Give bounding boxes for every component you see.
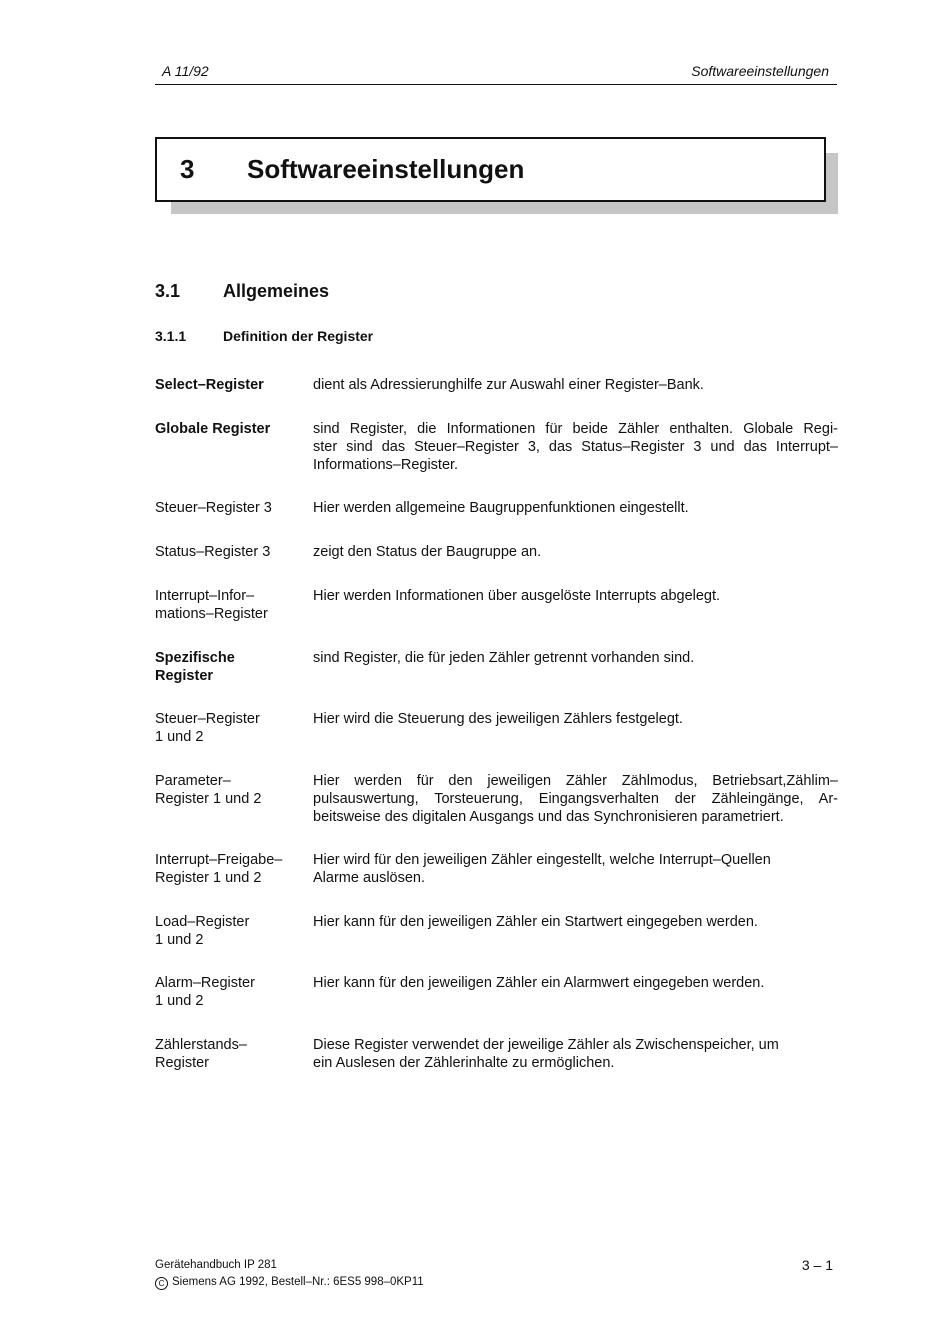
term-line: Status–Register 3 bbox=[155, 544, 271, 560]
desc-line: Diese Register verwendet der jeweilige Zähler als Zwischenspeicher, um bbox=[313, 1037, 779, 1053]
desc-parameter-register bbox=[313, 772, 838, 826]
desc-line: ster sind das Steuer–Register 3, das Status–Register 3 und das Interrupt– bbox=[313, 439, 838, 455]
desc-line: ein Auslesen der Zählerinhalte zu ermöglichen. bbox=[313, 1055, 615, 1071]
desc-line: beitsweise des digitalen Ausgangs und das Synchronisieren parametriert. bbox=[313, 809, 784, 825]
section-number: 3.1 bbox=[155, 281, 181, 301]
desc-line: Hier werden allgemeine Baugruppenfunktionen eingestellt. bbox=[313, 500, 689, 516]
copyright-icon: C bbox=[155, 1277, 168, 1290]
desc-interrupt-informations-register bbox=[313, 587, 838, 605]
term-line: Register bbox=[155, 668, 214, 684]
term-interrupt-informations-register bbox=[155, 587, 311, 623]
desc-globale-register bbox=[313, 420, 838, 474]
term-line: Register 1 und 2 bbox=[155, 870, 262, 886]
desc-select-register bbox=[313, 376, 838, 394]
desc-zaehlerstands-register bbox=[313, 1036, 838, 1072]
header-chapter-title: Softwareeinstellungen bbox=[691, 63, 829, 79]
term-line: Steuer–Register bbox=[155, 711, 260, 727]
term-line: Register 1 und 2 bbox=[155, 791, 262, 807]
desc-line: sind Register, die für jeden Zähler getrennt vorhanden sind. bbox=[313, 650, 695, 666]
desc-line: dient als Adressierunghilfe zur Auswahl einer Register–Bank. bbox=[313, 377, 704, 393]
desc-line: Informations–Register. bbox=[313, 457, 459, 473]
desc-steuer-register-1-2 bbox=[313, 710, 838, 728]
term-line: Spezifische bbox=[155, 650, 235, 666]
desc-line: Hier kann für den jeweiligen Zähler ein Alarmwert eingegeben werden. bbox=[313, 975, 765, 991]
term-line: Parameter– bbox=[155, 773, 231, 789]
header-edition: A 11/92 bbox=[162, 63, 209, 79]
term-interrupt-freigabe-register bbox=[155, 851, 315, 887]
term-line: 1 und 2 bbox=[155, 932, 204, 948]
term-line: 1 und 2 bbox=[155, 729, 204, 745]
term-alarm-register bbox=[155, 974, 311, 1010]
desc-status-register-3 bbox=[313, 543, 838, 561]
desc-line: Hier wird für den jeweiligen Zähler eingestellt, welche Interrupt–Quellen bbox=[313, 852, 771, 868]
chapter-heading-box bbox=[155, 137, 826, 202]
footer-copyright bbox=[155, 1274, 424, 1291]
desc-line: Hier kann für den jeweiligen Zähler ein Startwert eingegeben werden. bbox=[313, 914, 758, 930]
term-line: Select–Register bbox=[155, 377, 264, 393]
term-line: Zählerstands– bbox=[155, 1037, 247, 1053]
section-title: Allgemeines bbox=[223, 281, 330, 301]
footer-manual-title: Gerätehandbuch IP 281 bbox=[155, 1259, 277, 1271]
desc-load-register bbox=[313, 913, 838, 931]
page-number: 3 – 1 bbox=[801, 1257, 833, 1273]
term-load-register bbox=[155, 913, 311, 949]
term-steuer-register-3 bbox=[155, 499, 311, 517]
desc-line: Hier wird die Steuerung des jeweiligen Zählers festgelegt. bbox=[313, 711, 683, 727]
term-globale-register bbox=[155, 420, 311, 438]
footer-publication bbox=[155, 1257, 424, 1291]
subsection-number: 3.1.1 bbox=[155, 328, 187, 344]
footer-order-number: Siemens AG 1992, Bestell–Nr.: 6ES5 998–0KP11 bbox=[172, 1276, 424, 1288]
term-line: Load–Register bbox=[155, 914, 250, 930]
term-parameter-register bbox=[155, 772, 311, 808]
term-line: Interrupt–Infor– bbox=[155, 588, 255, 604]
term-steuer-register-1-2 bbox=[155, 710, 311, 746]
desc-line: zeigt den Status der Baugruppe an. bbox=[313, 544, 542, 560]
header-rule bbox=[155, 84, 837, 85]
term-line: Globale Register bbox=[155, 421, 271, 437]
desc-line: Hier werden für den jeweiligen Zähler Zählmodus, Betriebsart,Zählim– bbox=[313, 773, 838, 789]
term-line: Steuer–Register 3 bbox=[155, 500, 272, 516]
term-line: 1 und 2 bbox=[155, 993, 204, 1009]
desc-alarm-register bbox=[313, 974, 838, 992]
term-line: Interrupt–Freigabe– bbox=[155, 852, 283, 868]
term-line: Register bbox=[155, 1055, 209, 1071]
term-select-register bbox=[155, 376, 311, 394]
desc-spezifische-register bbox=[313, 649, 838, 667]
desc-line: sind Register, die Informationen für beide Zähler enthalten. Globale Regi- bbox=[313, 421, 838, 437]
term-line: mations–Register bbox=[155, 606, 268, 622]
desc-steuer-register-3 bbox=[313, 499, 838, 517]
desc-line: pulsauswertung, Torsteuerung, Eingangsverhalten der Zähleingänge, Ar- bbox=[313, 791, 838, 807]
subsection-title: Definition der Register bbox=[223, 328, 374, 344]
term-spezifische-register bbox=[155, 649, 311, 685]
term-zaehlerstands-register bbox=[155, 1036, 311, 1072]
desc-interrupt-freigabe-register bbox=[313, 851, 838, 887]
term-status-register-3 bbox=[155, 543, 311, 561]
desc-line: Hier werden Informationen über ausgelöste Interrupts abgelegt. bbox=[313, 588, 721, 604]
chapter-title: Softwareeinstellungen bbox=[247, 154, 525, 184]
term-line: Alarm–Register bbox=[155, 975, 255, 991]
desc-line: Alarme auslösen. bbox=[313, 870, 426, 886]
chapter-number: 3 bbox=[180, 154, 195, 184]
